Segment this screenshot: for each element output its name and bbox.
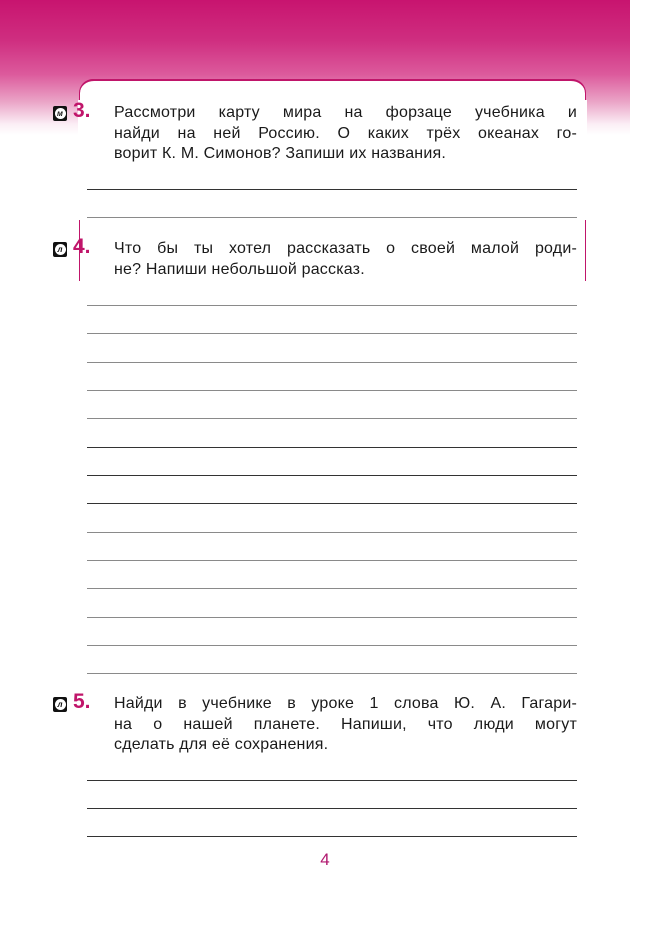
answer-line[interactable] [87, 532, 577, 533]
task-3 [53, 99, 583, 165]
answer-line[interactable] [87, 189, 577, 190]
task-number: 5. [73, 690, 91, 713]
page-edge [630, 0, 650, 926]
answer-line[interactable] [87, 333, 577, 334]
answer-line[interactable] [87, 305, 577, 306]
answer-line[interactable] [87, 217, 577, 218]
task-4 [53, 235, 583, 280]
answer-line[interactable] [87, 645, 577, 646]
task-5 [53, 690, 583, 756]
l-badge-icon: л [53, 697, 67, 712]
l-badge-icon: л [53, 242, 67, 257]
task-header [53, 690, 583, 756]
m-badge-icon: м [53, 106, 67, 121]
answer-line[interactable] [87, 588, 577, 589]
task-text: Рассмотри карту мира на форзаце учебника и найди на ней Россию. О каких трёх океанах го- ворит К. М. Симонов? Запиши их названия. [114, 104, 577, 162]
task-number: 3. [73, 99, 91, 122]
answer-line[interactable] [87, 617, 577, 618]
task-text: Найди в учебнике в уроке 1 слова Ю. А. Гагари- на о нашей планете. Напиши, что люди могут сделать для её сохранения. [114, 695, 577, 753]
answer-line[interactable] [87, 780, 577, 781]
task-header [53, 235, 583, 280]
answer-line[interactable] [87, 808, 577, 809]
answer-line[interactable] [87, 418, 577, 419]
answer-line[interactable] [87, 673, 577, 674]
answer-line[interactable] [87, 836, 577, 837]
task-number: 4. [73, 235, 91, 258]
task-text: Что бы ты хотел рассказать о своей малой роди- не? Напиши небольшой рассказ. [114, 240, 577, 278]
answer-line[interactable] [87, 447, 577, 448]
answer-line[interactable] [87, 390, 577, 391]
answer-line[interactable] [87, 362, 577, 363]
answer-line[interactable] [87, 475, 577, 476]
page-number: 4 [320, 850, 330, 869]
answer-line[interactable] [87, 503, 577, 504]
answer-line[interactable] [87, 560, 577, 561]
task-header [53, 99, 583, 165]
